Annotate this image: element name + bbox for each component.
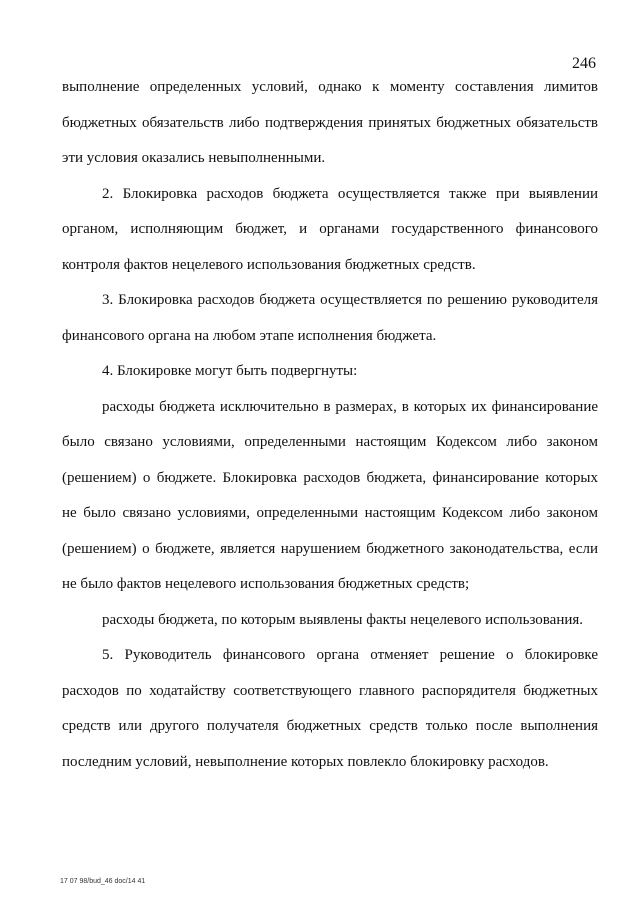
paragraph-continuation: выполнение определенных условий, однако к моменту составления лимитов бюджетных обязательств либо подтверждения принятых бюджетных обязательств эти условия оказались невыполненными. [62, 79, 598, 166]
paragraph-subitem-1: расходы бюджета исключительно в размерах, в которых их финансирование было связано условиями, определенными настоящим Кодексом либо законом (решением) о бюджете. Блокировка расходов бюджета, финансирование которых не было связано условиями, определенными настоящим Кодексом либо законом (решением) о бюджете, является нарушением бюджетного законодательства, если не было фактов нецелевого использования бюджетных средств; [62, 398, 598, 592]
paragraph-item-2: 2. Блокировка расходов бюджета осуществляется также при выявлении органом, исполняющим бюджет, и органами государственного финансового контроля фактов нецелевого использования бюджетных средств. [62, 185, 598, 273]
body-text [62, 70, 598, 780]
paragraph-item-5: 5. Руководитель финансового органа отменяет решение о блокировке расходов по ходатайству соответствующего главного распорядителя бюджетных средств или другого получателя бюджетных средств только после выполнения последним условий, невыполнение которых повлекло блокировку расходов. [62, 647, 598, 770]
paragraph-item-4: 4. Блокировке могут быть подвергнуты: [102, 363, 358, 379]
paragraph-item-3: 3. Блокировка расходов бюджета осуществляется по решению руководителя финансового органа на любом этапе исполнения бюджета. [62, 292, 598, 344]
page-number: 246 [572, 55, 596, 72]
footer-file-reference: 17 07 98/bud_46 doc/14 41 [60, 878, 146, 885]
paragraph-subitem-2: расходы бюджета, по которым выявлены факты нецелевого использования. [102, 611, 584, 628]
